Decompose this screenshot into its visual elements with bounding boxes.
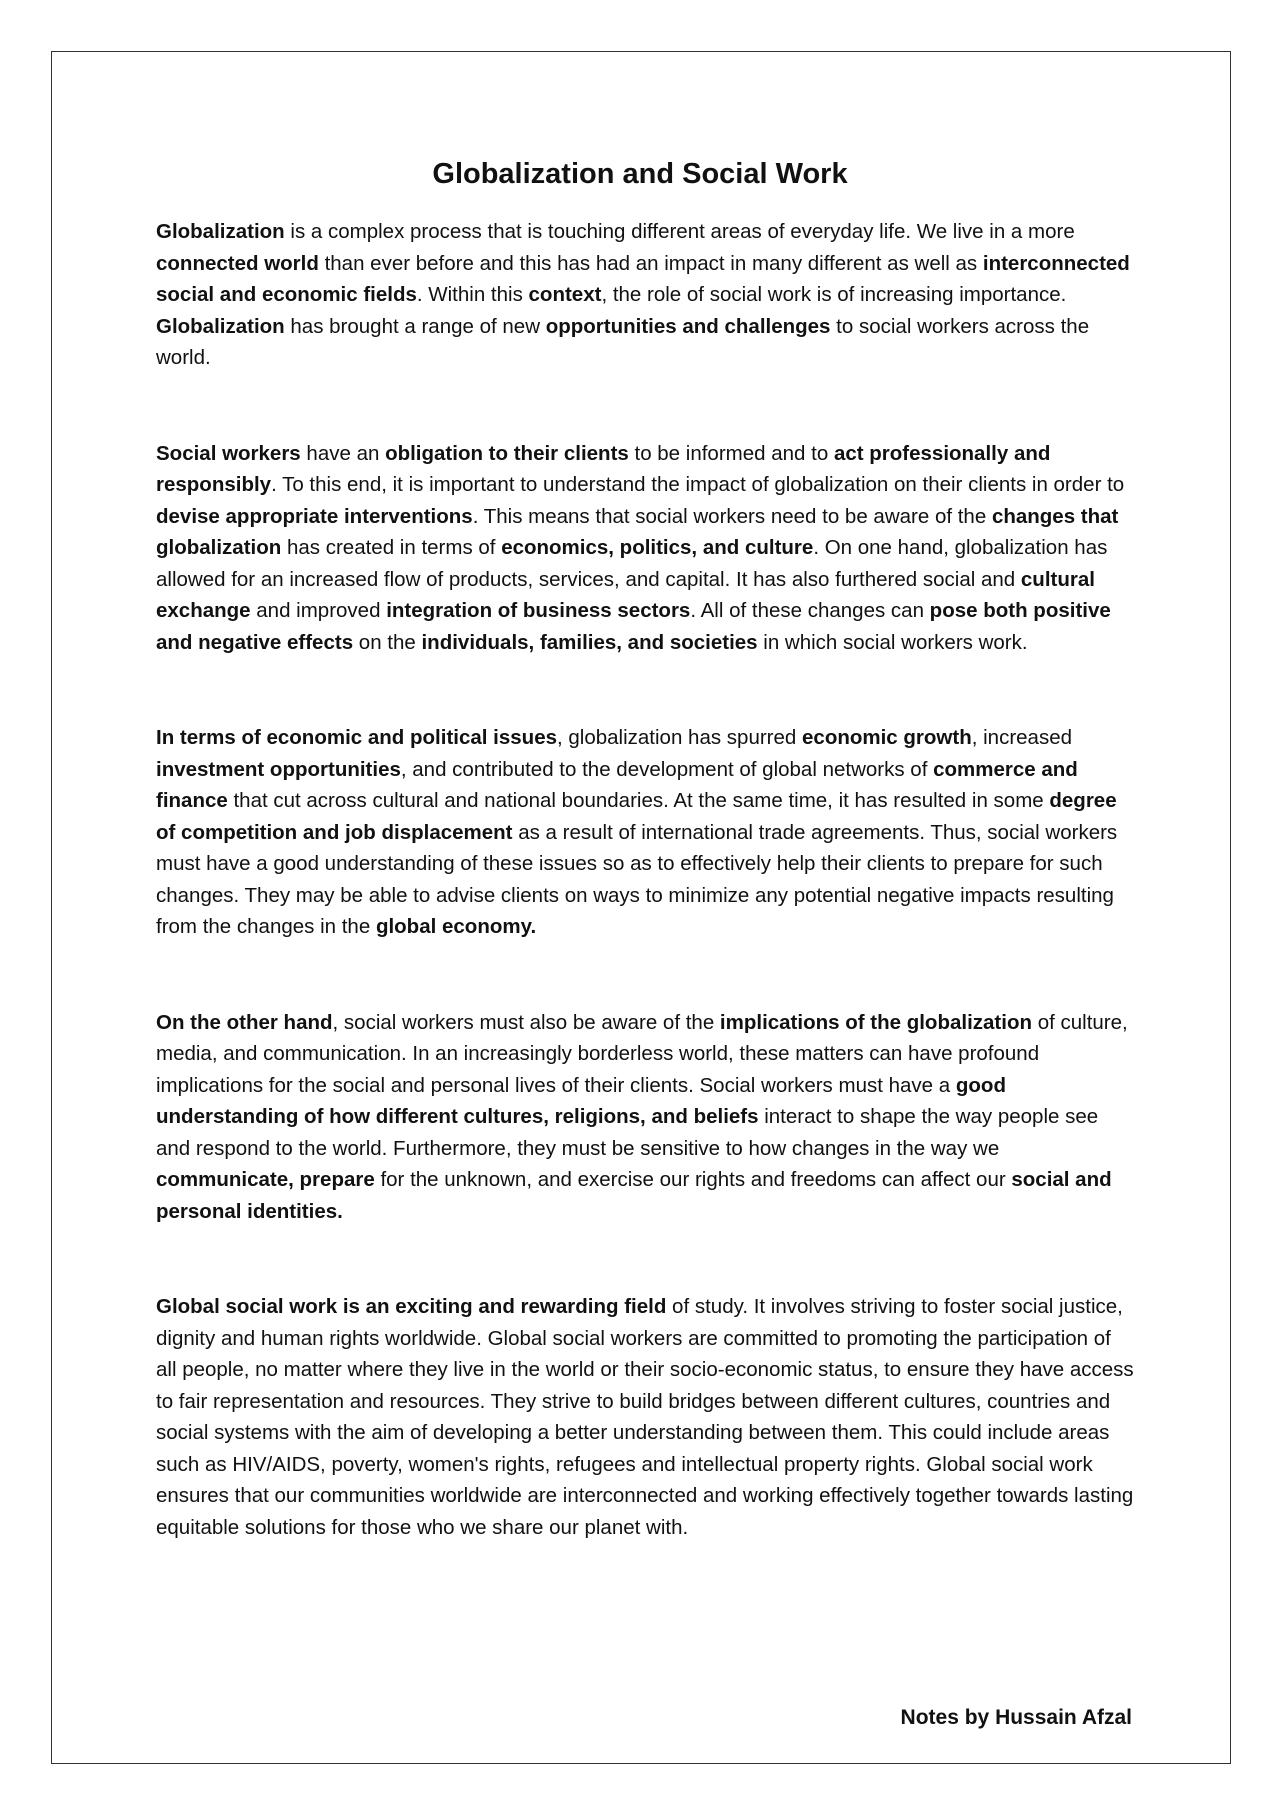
- body-text: of study. It involves striving to foster social justice, dignity and human rights worldwide. Global social workers are committed to promoting the participation of all people, no matter where they live in the world or their socio-economic status, to ensure they have access to fair representation and resources. They strive to build bridges between different cultures, countries and social systems with the aim of developing a better understanding between them. This could include areas such as HIV/AIDS, poverty, women's rights, refugees and intellectual property rights. Global social work ensures that our communities worldwide are interconnected and working effectively together towards lasting equitable solutions for those who we share our planet with.: [156, 1295, 1134, 1539]
- body-text: on the: [353, 630, 422, 654]
- page-title: Globalization and Social Work: [432, 158, 848, 190]
- body-text: than ever before and this has had an impact in many different as well as: [318, 251, 983, 275]
- body-text: has brought a range of new: [284, 314, 546, 338]
- bold-text: Social workers: [156, 441, 301, 465]
- body-text: , increased: [971, 726, 1073, 749]
- bold-text: commerce and finance: [156, 757, 1078, 812]
- body-text: , and contributed to the development of global networks of: [400, 757, 934, 781]
- body-text: in which social workers work.: [757, 630, 1028, 654]
- body-text: that cut across cultural and national boundaries. At the same time, it has resulted in some: [227, 789, 1050, 812]
- bold-text: Globalization: [156, 314, 285, 338]
- body-text: is a complex process that is touching different areas of everyday life. We live in a more: [284, 220, 1075, 243]
- bold-text: interconnected social and economic fields: [156, 251, 1130, 306]
- body-text: have an: [300, 441, 386, 465]
- bold-text: context: [528, 283, 602, 306]
- body-text: of culture, media, and communication. In an increasingly borderless world, these matters can have profound implications for the social and personal lives of their clients. Social workers must have a: [156, 1010, 1128, 1097]
- bold-text: connected world: [156, 251, 319, 275]
- bold-text: devise appropriate interventions: [156, 504, 473, 528]
- body-text: has created in terms of: [281, 536, 502, 559]
- body-text: . All of these changes can: [690, 599, 930, 622]
- body-text: to social workers across the world.: [156, 314, 1090, 369]
- body-text: . On one hand, globalization has allowed for an increased flow of products, services, and capital. It has also furthered social and: [156, 536, 1108, 591]
- bold-text: global economy.: [375, 915, 537, 938]
- body-text: and improved: [250, 599, 387, 622]
- body-text: , globalization has spurred: [557, 726, 803, 749]
- bold-text: good understanding of how different cultures, religions, and beliefs: [156, 1073, 1006, 1128]
- body-text: to be informed and to: [628, 441, 834, 465]
- bold-text: pose both positive and negative effects: [156, 599, 1111, 654]
- bold-text: On the other hand: [156, 1010, 333, 1034]
- body-text: . This means that social workers need to be aware of the: [472, 504, 992, 528]
- bold-text: economics, politics, and culture: [501, 536, 814, 559]
- body-text: . To this end, it is important to understand the impact of globalization on their clients in order to: [271, 473, 1125, 496]
- bold-text: In terms of economic and political issues: [156, 726, 557, 749]
- bold-text: economic growth: [802, 726, 972, 749]
- paragraph: [156, 438, 1136, 659]
- bold-text: act professionally and responsibly: [156, 441, 1051, 496]
- bold-text: integration of business sectors: [386, 599, 691, 622]
- body-text: as a result of international trade agreements. Thus, social workers must have a good understanding of these issues so as to effectively help their clients to prepare for such changes. They may be able to advise clients on ways to minimize any potential negative impacts resulting from the changes in the: [156, 820, 1118, 938]
- paragraph: [156, 722, 1136, 943]
- author-signature: Notes by Hussain Afzal: [900, 1706, 1132, 1729]
- body-text: interact to shape the way people see and respond to the world. Furthermore, they must be sensitive to how changes in the way we: [156, 1105, 1099, 1160]
- body-text: , the role of social work is of increasing importance.: [601, 283, 1067, 306]
- paragraph: [156, 216, 1136, 374]
- bold-text: changes that globalization: [156, 504, 1119, 559]
- paragraph: [156, 1007, 1136, 1228]
- bold-text: communicate, prepare: [156, 1168, 375, 1191]
- bold-text: Global social work is an exciting and rewarding field: [156, 1295, 667, 1318]
- bold-text: obligation to their clients: [385, 441, 629, 465]
- bold-text: investment opportunities: [156, 757, 401, 781]
- document-body: [156, 216, 1136, 1607]
- bold-text: Globalization: [156, 220, 285, 243]
- bold-text: cultural exchange: [156, 567, 1095, 622]
- body-text: for the unknown, and exercise our rights and freedoms can affect our: [374, 1168, 1012, 1191]
- body-text: , social workers must also be aware of the: [332, 1010, 720, 1034]
- body-text: . Within this: [416, 283, 529, 306]
- bold-text: degree of competition and job displacement: [156, 789, 1117, 844]
- bold-text: social and personal identities.: [156, 1168, 1112, 1223]
- bold-text: opportunities and challenges: [545, 314, 831, 338]
- paragraph: [156, 1291, 1136, 1543]
- bold-text: implications of the globalization: [719, 1010, 1032, 1034]
- bold-text: individuals, families, and societies: [421, 630, 758, 654]
